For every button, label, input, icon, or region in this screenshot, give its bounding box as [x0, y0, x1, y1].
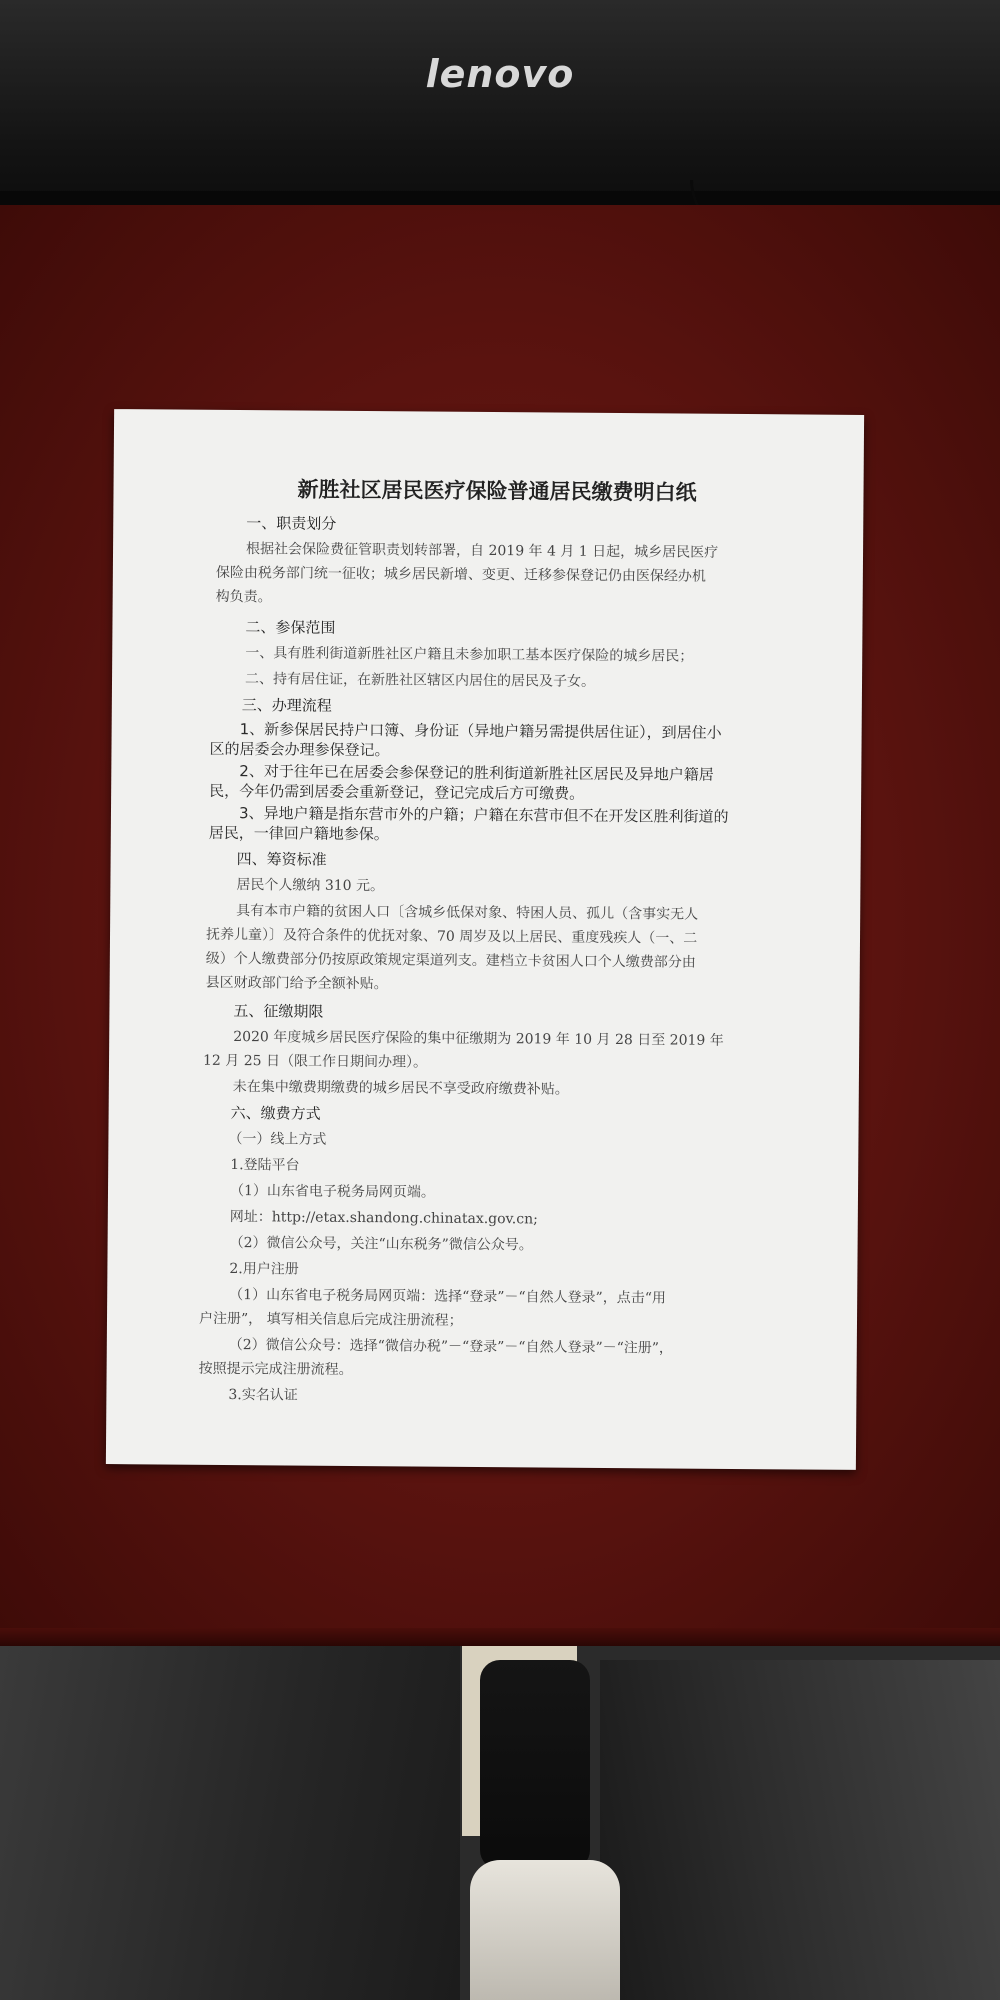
paragraph-line: 具有本市户籍的贫困人口〔含城乡低保对象、特困人员、孤儿（含事实无人: [236, 903, 699, 923]
paragraph-line: （2）微信公众号，关注“山东税务”微信公众号。: [229, 1235, 533, 1254]
paragraph-line: 居民，一律回户籍地参保。: [208, 823, 389, 844]
paragraph-line: 区的居委会办理参保登记。: [209, 739, 390, 760]
subheading: （一）线上方式: [228, 1130, 327, 1148]
desk-edge: [0, 1628, 1000, 1646]
paragraph-line: （1）山东省电子税务局网页端。: [229, 1183, 435, 1201]
paragraph-line: 12 月 25 日（限工作日期间办理）。: [202, 1052, 428, 1071]
paragraph-line: 未在集中缴费期缴费的城乡居民不享受政府缴费补贴。: [232, 1079, 569, 1098]
step-heading: 3.实名认证: [228, 1386, 298, 1404]
document-content: [106, 409, 864, 1470]
white-shoe: [470, 1860, 620, 2000]
paragraph-line: 一、具有胜利街道新胜社区户籍且未参加职工基本医疗保险的城乡居民；: [245, 645, 694, 665]
section-heading-3: 三、办理流程: [241, 696, 332, 715]
monitor: [0, 0, 1000, 205]
url-line: 网址：http://etax.shandong.chinatax.gov.cn;: [229, 1209, 538, 1228]
paragraph-line: （2）微信公众号：选择“微信办税”－“登录”－“自然人登录”－“注册”，: [228, 1337, 674, 1357]
chair-left: [0, 1646, 460, 2000]
paragraph-line: 县区财政部门给予全额补贴。: [205, 974, 388, 993]
paragraph-line: （1）山东省电子税务局网页端：选择“登录”－“自然人登录”，点击“用: [229, 1287, 666, 1307]
paragraph-line: 户注册”， 填写相关信息后完成注册流程；: [198, 1310, 463, 1329]
section-heading-1: 一、职责划分: [246, 514, 337, 533]
section-heading-5: 五、征缴期限: [233, 1002, 324, 1021]
paragraph-line: 2020 年度城乡居民医疗保险的集中征缴期为 2019 年 10 月 28 日至 2019 年: [233, 1029, 724, 1049]
section-heading-4: 四、筹资标准: [236, 850, 327, 869]
paragraph-line: 抚养儿童）〕及符合条件的优抚对象、70 周岁及以上居民、重度残疾人（一、二: [205, 926, 698, 947]
step-heading: 2.用户注册: [229, 1261, 299, 1278]
chair-right: [600, 1660, 1000, 2000]
paragraph-line: 1、新参保居民持户口簿、身份证（异地户籍另需提供居住证），到居住小: [239, 720, 722, 742]
paragraph-line: 2、对于往年已在居委会参保登记的胜利街道新胜社区居民及异地户籍居: [239, 762, 714, 784]
paragraph-line: 根据社会保险费征管职责划转部署，自 2019 年 4 月 1 日起，城乡居民医疗: [245, 541, 719, 561]
paragraph-line: 保险由税务部门统一征收；城乡居民新增、变更、迁移参保登记仍由医保经办机: [215, 564, 706, 585]
dark-object: [480, 1660, 590, 1870]
paragraph-line: 民，今年仍需到居委会重新登记，登记完成后方可缴费。: [209, 781, 585, 803]
document-title: 新胜社区居民医疗保险普通居民缴费明白纸: [297, 476, 697, 505]
paragraph-line: 构负责。: [215, 588, 272, 606]
document-paper: [106, 409, 864, 1470]
step-heading: 1.登陆平台: [230, 1157, 300, 1174]
paragraph-line: 级）个人缴费部分仍按原政策规定渠道列支。建档立卡贫困人口个人缴费部分由: [205, 950, 696, 971]
section-heading-6: 六、缴费方式: [230, 1104, 321, 1123]
paragraph-line: 按照提示完成注册流程。: [198, 1360, 353, 1378]
monitor-brand-logo: lenovo: [425, 52, 575, 96]
paragraph-line: 二、持有居住证，在新胜社区辖区内居住的居民及子女。: [244, 671, 596, 690]
paragraph-line: 3、异地户籍是指东营市外的户籍；户籍在东营市但不在开发区胜利街道的: [238, 804, 729, 826]
section-heading-2: 二、参保范围: [245, 618, 336, 637]
paragraph-line: 居民个人缴纳 310 元。: [236, 877, 385, 895]
